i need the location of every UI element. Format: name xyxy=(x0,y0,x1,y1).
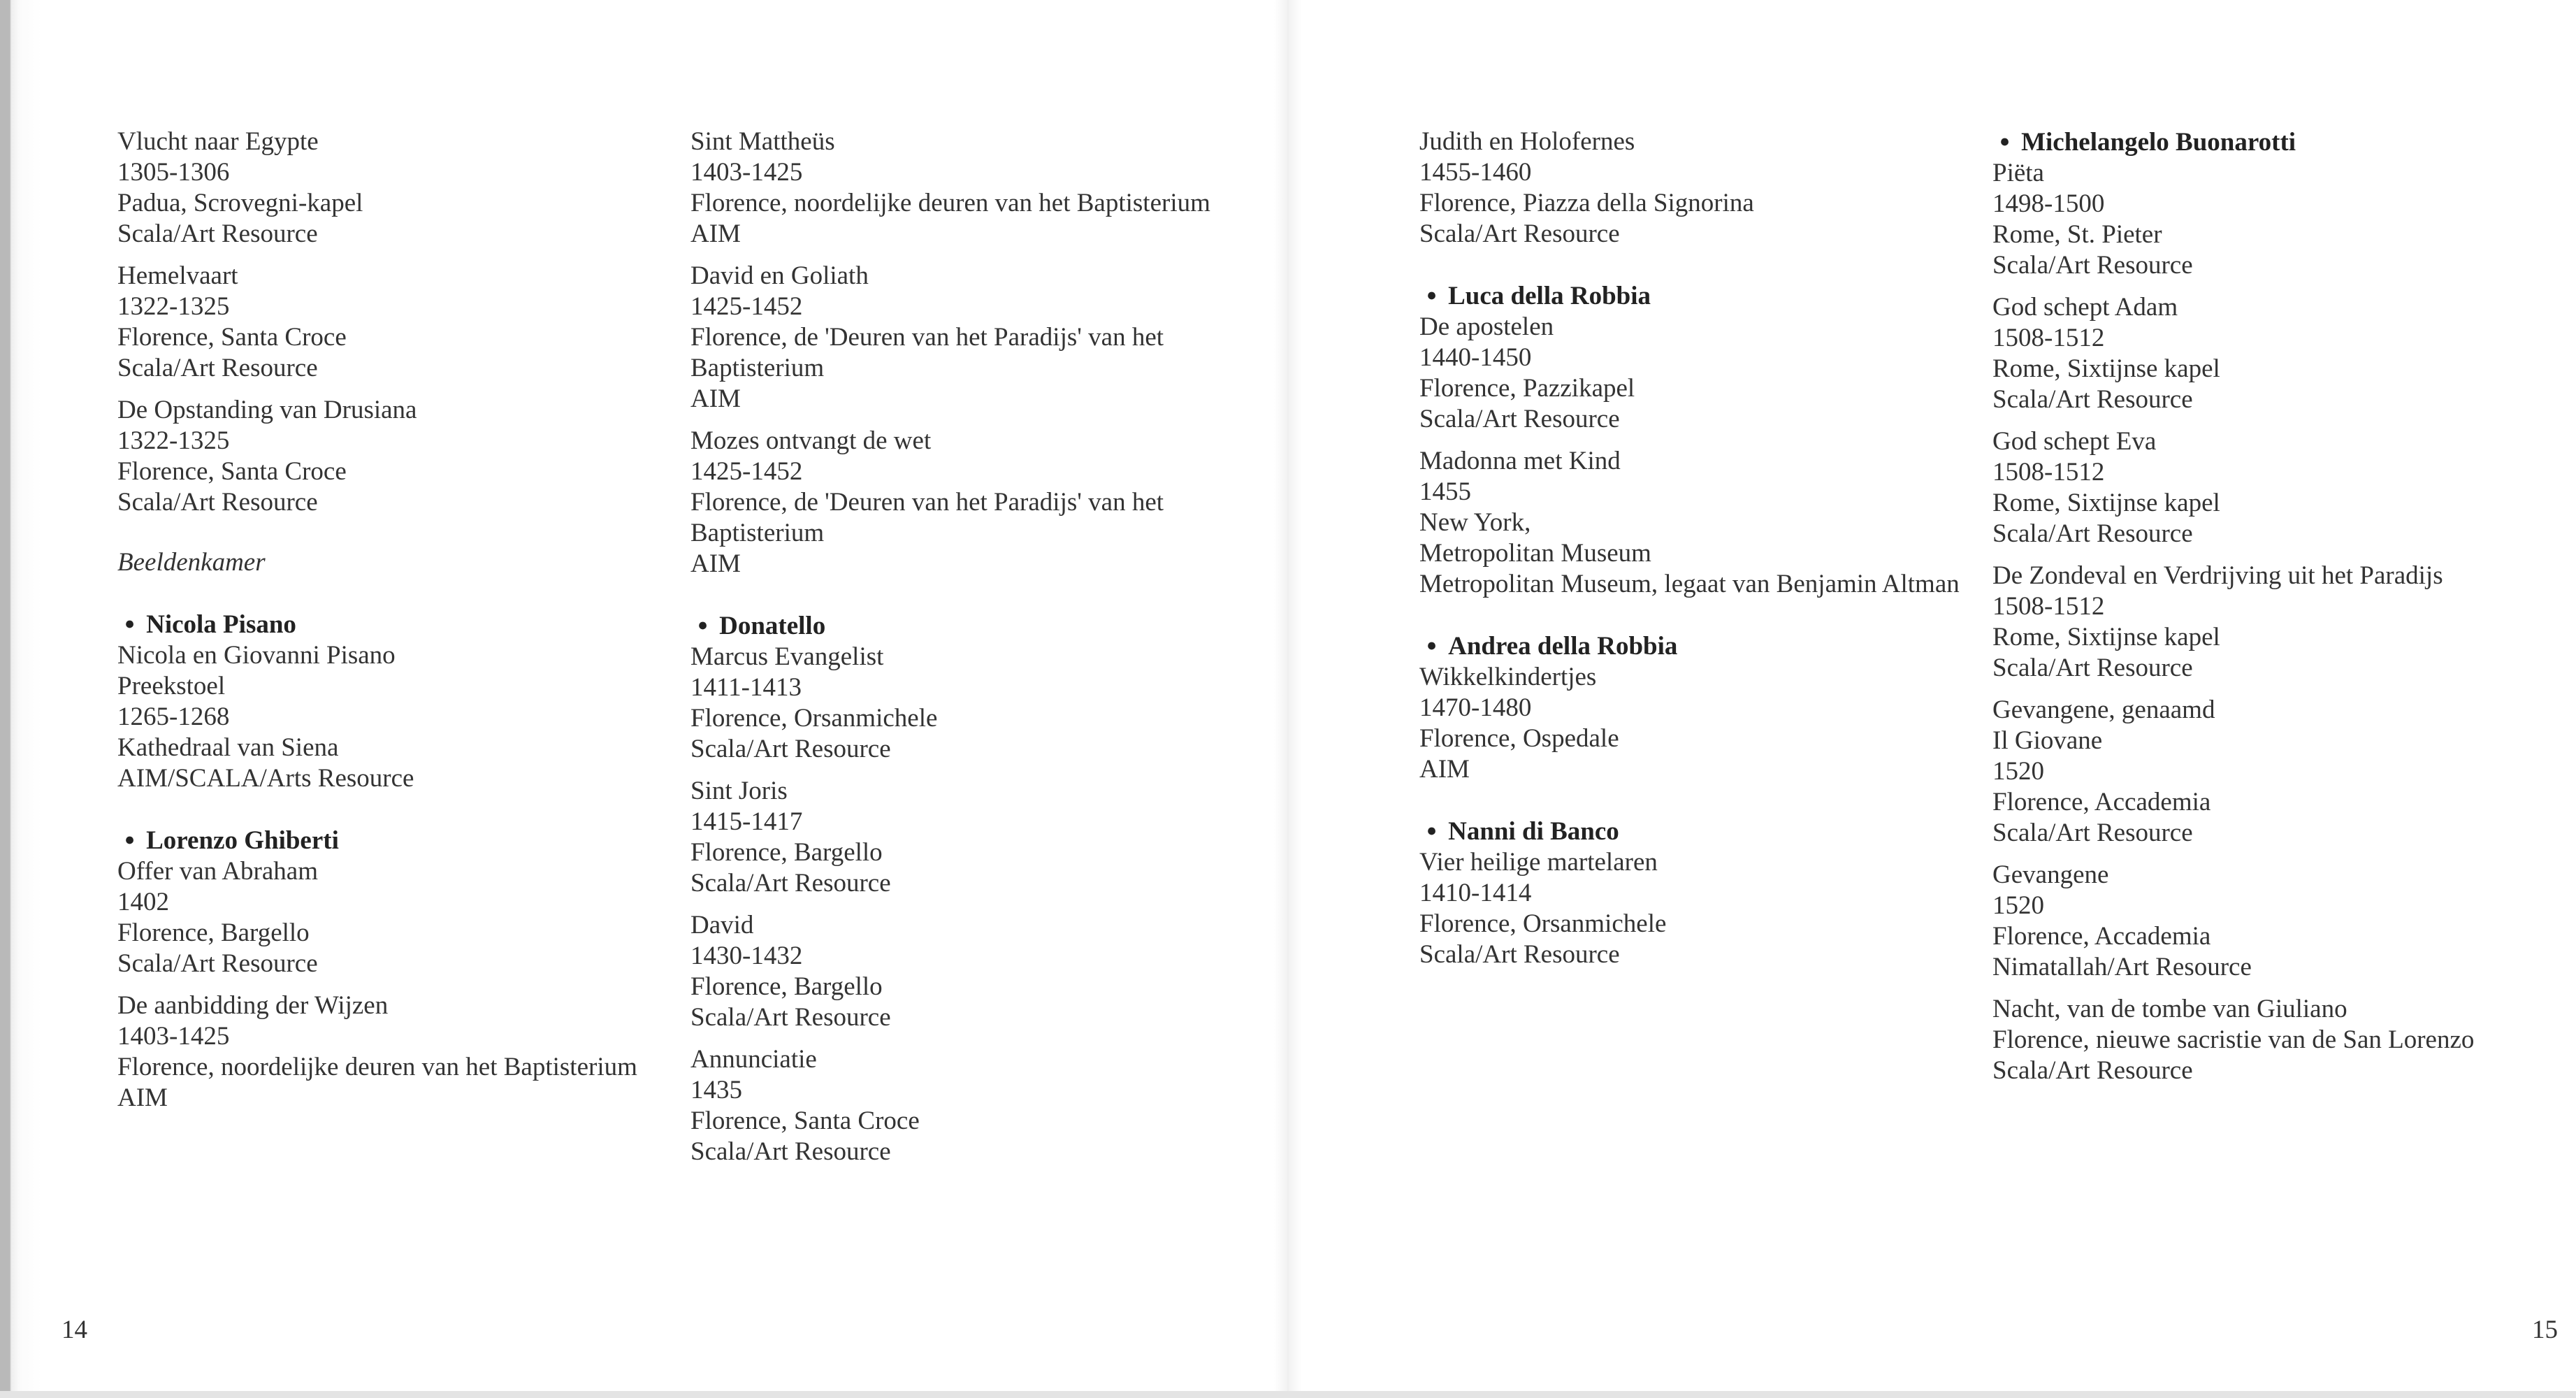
entry-detail: Florence, Accademia xyxy=(1992,922,2211,951)
entry-detail: AIM xyxy=(690,549,741,578)
entry-detail: Florence, Accademia xyxy=(1992,788,2211,816)
entry-title: Piëta xyxy=(1992,159,2044,187)
section-heading: Beeldenkamer xyxy=(117,548,266,577)
entry-detail: Scala/Art Resource xyxy=(1992,251,2193,280)
artist-heading: ● Michelangelo Buonarotti xyxy=(1992,127,2552,158)
entry-title: De Opstanding van Drusiana xyxy=(117,396,417,424)
entry-title: Hemelvaart xyxy=(117,261,238,290)
artist-heading: ● Luca della Robbia xyxy=(1419,280,1964,312)
catalog-entry xyxy=(117,640,663,794)
artist-section xyxy=(1419,280,1964,600)
entry-detail: 1265-1268 xyxy=(117,702,230,731)
entry-title: Gevangene xyxy=(1992,860,2109,889)
entry-detail: 1403-1425 xyxy=(117,1022,230,1051)
entry-title: Judith en Holofernes xyxy=(1419,127,1635,156)
entry-detail: Rome, St. Pieter xyxy=(1992,220,2162,249)
entry-title: Sint Mattheüs xyxy=(690,127,835,156)
page-number-left: 14 xyxy=(61,1316,87,1344)
entry-title: Vlucht naar Egypte xyxy=(117,127,319,156)
catalog-entry xyxy=(690,1044,1236,1167)
entry-title: Mozes ontvangt de wet xyxy=(690,426,932,455)
column-1 xyxy=(117,127,663,1125)
column-3 xyxy=(1419,127,1964,981)
entry-detail: 1322-1325 xyxy=(117,426,230,455)
page-bottom-edge xyxy=(0,1391,2576,1398)
entry-detail: Kathedraal van Siena xyxy=(117,733,339,762)
catalog-entry xyxy=(1992,860,2552,983)
entry-detail: Scala/Art Resource xyxy=(117,949,318,978)
entry-detail: AIM xyxy=(690,384,741,413)
entry-detail: 1410-1414 xyxy=(1419,879,1532,907)
artist-heading: ● Andrea della Robbia xyxy=(1419,630,1964,662)
catalog-entry xyxy=(1992,994,2552,1086)
entry-detail: Preekstoel xyxy=(117,672,226,700)
artist-section xyxy=(117,609,663,794)
entry-title: God schept Adam xyxy=(1992,293,2178,322)
entry-detail: Rome, Sixtijnse kapel xyxy=(1992,354,2220,383)
entry-detail: Rome, Sixtijnse kapel xyxy=(1992,489,2220,517)
entry-title: Nacht, van de tombe van Giuliano xyxy=(1992,995,2347,1023)
entry-detail: Scala/Art Resource xyxy=(690,869,891,898)
column-4 xyxy=(1992,127,2552,1097)
entry-detail: AIM xyxy=(117,1083,168,1112)
entry-detail: 1440-1450 xyxy=(1419,343,1532,372)
catalog-entry xyxy=(1419,312,1964,435)
entry-detail: 1520 xyxy=(1992,891,2044,920)
entry-detail: 1508-1512 xyxy=(1992,458,2105,487)
entry-detail: AIM xyxy=(1419,755,1470,784)
entry-title: De aanbidding der Wijzen xyxy=(117,991,389,1020)
entry-title: God schept Eva xyxy=(1992,427,2157,456)
entry-detail: New York, xyxy=(1419,508,1531,537)
column-2 xyxy=(690,127,1236,1179)
entry-detail: Florence, Bargello xyxy=(690,972,883,1001)
entry-detail: 1430-1432 xyxy=(690,942,803,970)
entry-title: Vier heilige martelaren xyxy=(1419,848,1658,877)
entry-title: Gevangene, genaamd xyxy=(1992,696,2215,724)
artist-section xyxy=(1992,127,2552,1086)
artist-heading: ● Nicola Pisano xyxy=(117,609,663,640)
entry-detail: Rome, Sixtijnse kapel xyxy=(1992,623,2220,651)
entry-detail: 1403-1425 xyxy=(690,158,803,187)
entry-detail: Scala/Art Resource xyxy=(1419,219,1620,248)
entry-detail: 1455-1460 xyxy=(1419,158,1532,187)
entry-detail: Metropolitan Museum, legaat van Benjamin Altman xyxy=(1419,570,1960,598)
catalog-entry xyxy=(1992,561,2552,684)
entry-detail: 1425-1452 xyxy=(690,292,803,321)
entry-detail: AIM/SCALA/Arts Resource xyxy=(117,764,414,793)
catalog-entry xyxy=(117,261,663,384)
catalog-entry xyxy=(117,990,663,1114)
book-gutter xyxy=(1274,0,1302,1398)
catalog-entry xyxy=(690,642,1236,765)
artist-section xyxy=(117,825,663,1114)
entry-detail: Florence, Ospedale xyxy=(1419,724,1619,753)
entry-detail: 1508-1512 xyxy=(1992,324,2105,352)
entry-detail: Florence, Bargello xyxy=(117,918,310,947)
entry-title: Marcus Evangelist xyxy=(690,642,884,671)
entry-detail: 1402 xyxy=(117,888,169,916)
entry-detail: Florence, de 'Deuren van het Paradijs' van het Baptisterium xyxy=(690,488,1164,547)
entry-title: De apostelen xyxy=(1419,312,1554,341)
artist-heading: ● Nanni di Banco xyxy=(1419,816,1964,847)
page-number-right: 15 xyxy=(2532,1316,2558,1344)
entry-detail: Scala/Art Resource xyxy=(1992,1056,2193,1085)
entry-detail: Padua, Scrovegni-kapel xyxy=(117,189,363,217)
entry-detail: AIM xyxy=(690,219,741,248)
entry-detail: Scala/Art Resource xyxy=(690,1137,891,1166)
catalog-entry xyxy=(1419,662,1964,785)
entries-group xyxy=(1419,127,1964,250)
entry-detail: 1305-1306 xyxy=(117,158,230,187)
catalog-entry xyxy=(690,776,1236,899)
entry-title: Madonna met Kind xyxy=(1419,447,1621,475)
entry-detail: Scala/Art Resource xyxy=(690,735,891,763)
entry-detail: Florence, Bargello xyxy=(690,838,883,867)
entry-detail: Florence, nieuwe sacristie van de San Lorenzo xyxy=(1992,1025,2475,1054)
artist-heading: ● Lorenzo Ghiberti xyxy=(117,825,663,856)
entry-detail: Il Giovane xyxy=(1992,726,2103,755)
catalog-entry xyxy=(690,127,1236,250)
entry-detail: Florence, noordelijke deuren van het Baptisterium xyxy=(690,189,1210,217)
entry-detail: Florence, Piazza della Signorina xyxy=(1419,189,1754,217)
entry-detail: Florence, noordelijke deuren van het Baptisterium xyxy=(117,1053,637,1081)
catalog-entry xyxy=(690,910,1236,1033)
catalog-entry xyxy=(1992,695,2552,849)
entry-detail: Florence, Orsanmichele xyxy=(1419,909,1667,938)
entry-title: Nicola en Giovanni Pisano xyxy=(117,641,396,670)
entry-detail: Metropolitan Museum xyxy=(1419,539,1651,568)
catalog-entry xyxy=(117,856,663,979)
entry-detail: Scala/Art Resource xyxy=(117,354,318,382)
right-page xyxy=(1288,0,2576,1398)
entry-detail: 1411-1413 xyxy=(690,673,802,702)
catalog-entry xyxy=(1419,127,1964,250)
entry-detail: Florence, Santa Croce xyxy=(690,1107,920,1135)
artist-section xyxy=(690,610,1236,1167)
entry-detail: 1435 xyxy=(690,1076,742,1104)
entry-detail: 1520 xyxy=(1992,757,2044,786)
entry-detail: Scala/Art Resource xyxy=(690,1003,891,1032)
catalog-entry xyxy=(1992,292,2552,415)
entry-detail: 1455 xyxy=(1419,477,1471,506)
artist-section xyxy=(1419,816,1964,970)
entry-title: Annunciatie xyxy=(690,1045,817,1074)
entries-group xyxy=(117,127,663,518)
catalog-entry xyxy=(1419,847,1964,970)
entry-detail: Scala/Art Resource xyxy=(1992,519,2193,548)
entry-detail: Florence, de 'Deuren van het Paradijs' van het Baptisterium xyxy=(690,323,1164,382)
entry-detail: Scala/Art Resource xyxy=(1992,819,2193,847)
catalog-entry xyxy=(1992,158,2552,281)
entry-detail: Scala/Art Resource xyxy=(1419,405,1620,433)
entry-title: Offer van Abraham xyxy=(117,857,318,886)
entry-detail: Scala/Art Resource xyxy=(117,219,318,248)
entry-title: David xyxy=(690,911,754,939)
entry-detail: Florence, Orsanmichele xyxy=(690,704,938,733)
catalog-entry xyxy=(690,261,1236,415)
artist-heading: ● Donatello xyxy=(690,610,1236,642)
entry-detail: Nimatallah/Art Resource xyxy=(1992,953,2252,981)
entry-detail: 1470-1480 xyxy=(1419,693,1532,722)
catalog-entry xyxy=(117,127,663,250)
entry-detail: Scala/Art Resource xyxy=(117,488,318,517)
catalog-entry xyxy=(1419,446,1964,600)
entry-title: De Zondeval en Verdrijving uit het Paradijs xyxy=(1992,561,2443,590)
entries-group xyxy=(690,127,1236,579)
entry-detail: 1508-1512 xyxy=(1992,592,2105,621)
entry-title: David en Goliath xyxy=(690,261,869,290)
catalog-entry xyxy=(1992,426,2552,549)
entry-detail: Florence, Santa Croce xyxy=(117,323,347,352)
entry-detail: 1415-1417 xyxy=(690,807,803,836)
entry-detail: 1498-1500 xyxy=(1992,189,2105,218)
entry-detail: 1322-1325 xyxy=(117,292,230,321)
artist-section xyxy=(1419,630,1964,785)
entry-detail: Scala/Art Resource xyxy=(1992,385,2193,414)
entry-detail: Florence, Santa Croce xyxy=(117,457,347,486)
entry-detail: Scala/Art Resource xyxy=(1419,940,1620,969)
entry-detail: Scala/Art Resource xyxy=(1992,654,2193,682)
entry-detail: 1425-1452 xyxy=(690,457,803,486)
entry-detail: Florence, Pazzikapel xyxy=(1419,374,1635,403)
catalog-entry xyxy=(117,395,663,518)
entry-title: Wikkelkindertjes xyxy=(1419,663,1597,691)
entry-title: Sint Joris xyxy=(690,777,788,805)
catalog-entry xyxy=(690,426,1236,579)
